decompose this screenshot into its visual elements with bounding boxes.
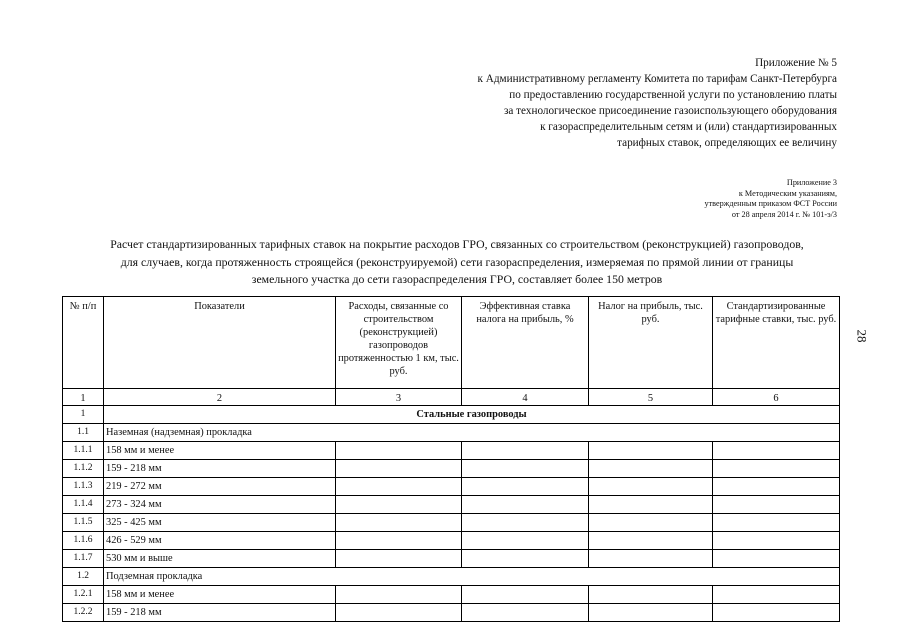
value-cell [336, 532, 462, 550]
value-cell [589, 586, 713, 604]
value-cell [462, 514, 589, 532]
value-cell [336, 514, 462, 532]
row-label: 159 - 218 мм [104, 460, 336, 478]
column-number: 2 [104, 389, 336, 406]
table-row [63, 586, 840, 604]
value-cell [462, 550, 589, 568]
table-row [63, 424, 840, 442]
value-cell [713, 586, 840, 604]
document-title [62, 236, 852, 289]
row-number: 1 [63, 406, 104, 424]
table-row [63, 604, 840, 622]
value-cell [462, 604, 589, 622]
value-cell [713, 442, 840, 460]
value-cell [336, 586, 462, 604]
row-number: 1.1.4 [63, 496, 104, 514]
sub-appendix-header [704, 178, 837, 220]
row-label: 158 мм и менее [104, 442, 336, 460]
row-number: 1.1.2 [63, 460, 104, 478]
value-cell [462, 586, 589, 604]
table-row [63, 460, 840, 478]
table-row [63, 442, 840, 460]
value-cell [462, 478, 589, 496]
sub-appendix-line: от 28 апреля 2014 г. № 101-э/3 [731, 209, 837, 219]
column-number: 4 [462, 389, 589, 406]
value-cell [713, 532, 840, 550]
table-row [63, 514, 840, 532]
tariff-table [62, 296, 840, 622]
header-cell-tariff-rates: Стандартизированные тарифные ставки, тыс. руб. [713, 297, 840, 389]
value-cell [462, 460, 589, 478]
title-line: земельного участка до сети газораспределения ГРО, составляет более 150 метров [251, 272, 663, 286]
appendix-line: тарифных ставок, определяющих ее величину [617, 137, 837, 149]
table-row [63, 496, 840, 514]
header-cell-number: № п/п [63, 297, 104, 389]
title-line: Расчет стандартизированных тарифных ставок на покрытие расходов ГРО, связанных со строительством (реконструкцией) газопроводов, [110, 237, 804, 251]
value-cell [336, 496, 462, 514]
value-cell [713, 604, 840, 622]
value-cell [589, 442, 713, 460]
row-label: 426 - 529 мм [104, 532, 336, 550]
row-number: 1.1.5 [63, 514, 104, 532]
sub-appendix-line: утвержденным приказом ФСТ России [704, 199, 837, 208]
value-cell [713, 550, 840, 568]
row-number: 1.1 [63, 424, 104, 442]
row-number: 1.2.1 [63, 586, 104, 604]
sub-appendix-line: к Методическим указаниям, [738, 188, 837, 198]
page-number: 28 [854, 329, 870, 343]
row-number: 1.1.3 [63, 478, 104, 496]
appendix-header [478, 55, 837, 151]
value-cell [589, 532, 713, 550]
row-number: 1.1.7 [63, 550, 104, 568]
row-label: 219 - 272 мм [104, 478, 336, 496]
header-cell-tax-rate: Эффективная ставка налога на прибыль, % [462, 297, 589, 389]
row-number: 1.1.6 [63, 532, 104, 550]
header-cell-indicators: Показатели [104, 297, 336, 389]
table-row [63, 532, 840, 550]
row-number: 1.2.2 [63, 604, 104, 622]
value-cell [713, 514, 840, 532]
value-cell [336, 550, 462, 568]
section-label: Стальные газопроводы [104, 406, 840, 424]
title-line: для случаев, когда протяженность строящейся (реконструируемой) сети газораспределения, измеряемая по прямой линии от границы [120, 254, 794, 269]
column-number: 1 [63, 389, 104, 406]
value-cell [589, 478, 713, 496]
value-cell [589, 460, 713, 478]
value-cell [589, 604, 713, 622]
column-number-row [63, 389, 840, 406]
header-cell-profit-tax: Налог на прибыль, тыс. руб. [589, 297, 713, 389]
value-cell [713, 460, 840, 478]
appendix-line: к Административному регламенту Комитета по тарифам Санкт-Петербурга [477, 73, 837, 85]
table-row [63, 568, 840, 586]
value-cell [336, 460, 462, 478]
column-number: 5 [589, 389, 713, 406]
appendix-line: по предоставлению государственной услуги по установлению платы [509, 89, 837, 101]
column-number: 3 [336, 389, 462, 406]
row-number: 1.1.1 [63, 442, 104, 460]
appendix-line: за технологическое присоединение газоиспользующего оборудования [503, 105, 837, 117]
value-cell [713, 478, 840, 496]
column-number: 6 [713, 389, 840, 406]
row-label: 325 - 425 мм [104, 514, 336, 532]
table-header-row [63, 297, 840, 389]
value-cell [336, 442, 462, 460]
value-cell [589, 514, 713, 532]
group-label: Наземная (надземная) прокладка [104, 424, 840, 442]
row-label: 159 - 218 мм [104, 604, 336, 622]
sub-appendix-line: Приложение 3 [786, 178, 837, 187]
appendix-line: к газораспределительным сетям и (или) стандартизированных [540, 121, 837, 133]
row-label: 158 мм и менее [104, 586, 336, 604]
value-cell [336, 604, 462, 622]
table-row [63, 478, 840, 496]
value-cell [713, 496, 840, 514]
value-cell [336, 478, 462, 496]
appendix-line: Приложение № 5 [755, 57, 837, 69]
group-label: Подземная прокладка [104, 568, 840, 586]
row-label: 530 мм и выше [104, 550, 336, 568]
value-cell [462, 496, 589, 514]
value-cell [462, 442, 589, 460]
header-cell-costs: Расходы, связанные со строительством (реконструкцией) газопроводов протяженностью 1 км, тыс. руб. [336, 297, 462, 389]
row-label: 273 - 324 мм [104, 496, 336, 514]
table-row [63, 406, 840, 424]
value-cell [462, 532, 589, 550]
row-number: 1.2 [63, 568, 104, 586]
table-row [63, 550, 840, 568]
value-cell [589, 550, 713, 568]
value-cell [589, 496, 713, 514]
